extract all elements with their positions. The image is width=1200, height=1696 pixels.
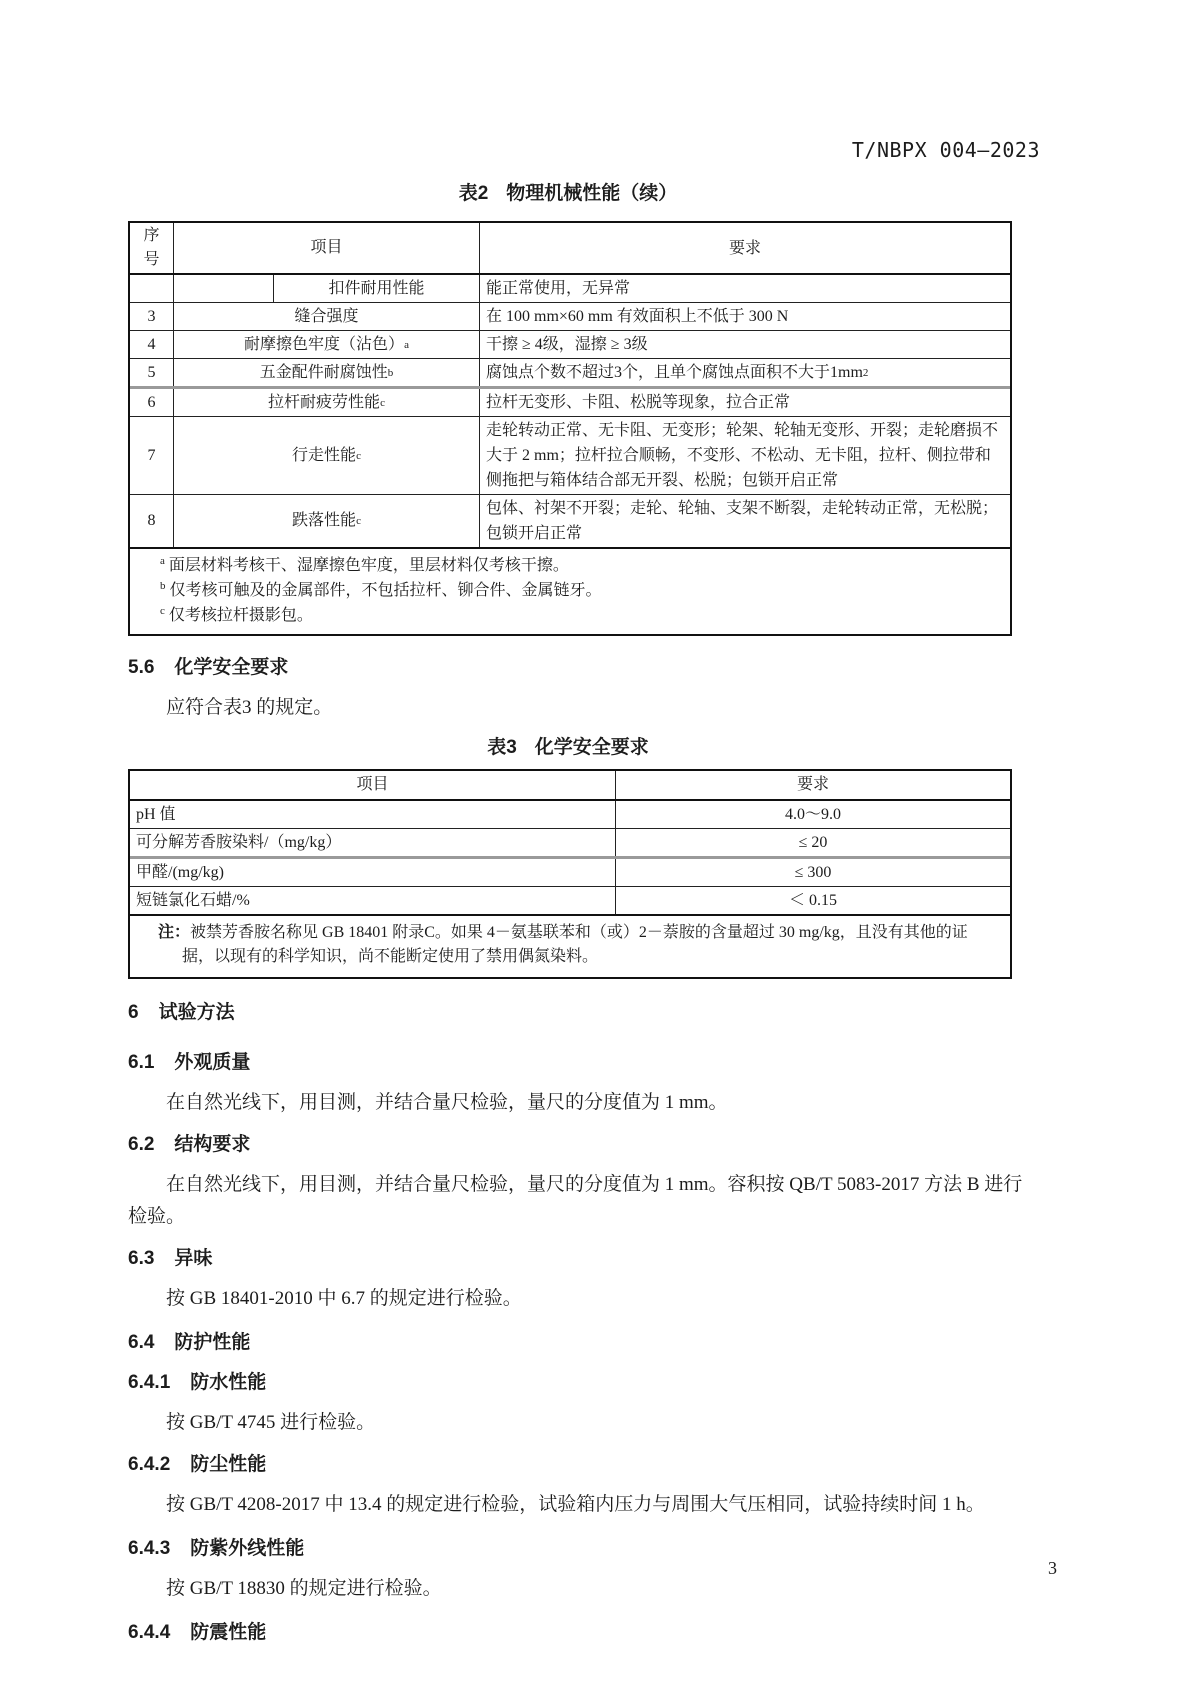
footnote: $^c$ 仅考核拉杆摄影包。	[160, 604, 313, 624]
table3-note: 注：被禁芳香胺名称见 GB 18401 附录C。如果 4－氨基联苯和（或）2－萘胺的含量超过 30 mg/kg，且没有其他的证据，以现有的科学知识，尚不能断定使用了禁用偶氮染料。	[158, 924, 968, 965]
table3	[128, 769, 1012, 979]
section-heading-6-4-4: 6.4.4 防震性能	[128, 1622, 267, 1643]
paragraph-6-1: 在自然光线下，用目测，并结合量尺检验，量尺的分度值为 1 mm。	[166, 1092, 728, 1113]
paragraph-6-4-2: 按 GB/T 4208-2017 中 13.4 的规定进行检验，试验箱内压力与周围大气压相同，试验持续时间 1 h。	[166, 1494, 985, 1515]
paragraph-6-4-3: 按 GB/T 18830 的规定进行检验。	[166, 1578, 442, 1599]
section-heading-6-4-1: 6.4.1 防水性能	[128, 1372, 267, 1393]
table2-header-item: 项目	[174, 223, 480, 273]
cell-seq: 4	[130, 331, 174, 358]
table2-caption-text: 物理机械性能（续）	[506, 183, 678, 204]
cell-seq: 6	[130, 389, 174, 416]
cell-seq: 5	[130, 359, 174, 386]
table3-header-row	[130, 771, 1010, 801]
table2-header-req: 要求	[728, 239, 761, 257]
paragraph-6-3: 按 GB 18401-2010 中 6.7 的规定进行检验。	[166, 1288, 522, 1309]
table-row	[130, 389, 1010, 417]
table-row	[130, 887, 1010, 916]
table3-header-req: 要求	[796, 776, 829, 793]
table-row	[130, 801, 1010, 829]
table2-footnotes	[130, 549, 1010, 634]
cell-item: 扣件耐用性能	[274, 275, 480, 302]
cell-seq: 8	[130, 495, 174, 547]
cell-item-sub-empty	[174, 275, 274, 302]
cell-item: 短链氯化石蜡/%	[130, 887, 616, 914]
cell-req: 走轮转动正常、无卡阻、无变形；轮架、轮轴无变形、开裂；走轮磨损不大于 2 mm；拉杆拉合顺畅，不变形、不松动、无卡阻，拉杆、侧拉带和侧拖把与箱体结合部无开裂、松脱；包锁开启正常	[486, 422, 999, 489]
table-row	[130, 829, 1010, 859]
cell-item: 五金配件耐腐蚀性 b	[174, 359, 480, 386]
table-row	[130, 331, 1010, 359]
table-row	[130, 275, 1010, 303]
cell-seq	[130, 275, 174, 302]
cell-req: 腐蚀点个数不超过3个，且单个腐蚀点面积不大于1mm 2	[486, 364, 869, 381]
section-heading-6-3: 6.3 异味	[128, 1248, 213, 1269]
table3-caption	[128, 732, 1008, 759]
cell-item: pH 值	[130, 801, 616, 828]
table2-header-no: 序号	[130, 223, 174, 273]
paragraph-6-2: 在自然光线下，用目测，并结合量尺检验，量尺的分度值为 1 mm。容积按 QB/T 5083-2017 方法 B 进行检验。	[128, 1174, 1023, 1227]
cell-item: 行走性能 c	[174, 417, 480, 494]
table3-caption-text: 化学安全要求	[534, 737, 649, 758]
table-row	[130, 303, 1010, 331]
section-heading-5-6: 5.6 化学安全要求	[128, 657, 289, 678]
cell-req: 包体、衬架不开裂；走轮、轮轴、支架不断裂，走轮转动正常，无松脱；包锁开启正常	[486, 500, 999, 542]
section-heading-6-1: 6.1 外观质量	[128, 1052, 251, 1073]
section-heading-6: 6 试验方法	[128, 1002, 235, 1023]
cell-seq: 3	[130, 303, 174, 330]
paragraph-6-4-1: 按 GB/T 4745 进行检验。	[166, 1412, 376, 1433]
footnote: $^a$ 面层材料考核干、湿摩擦色牢度，里层材料仅考核干擦。	[160, 554, 569, 574]
cell-req: 干擦 ≥ 4级，湿擦 ≥ 3级	[486, 336, 648, 353]
table-row	[130, 495, 1010, 549]
cell-item: 跌落性能 c	[174, 495, 480, 547]
cell-item: 耐摩擦色牢度（沾色） a	[174, 331, 480, 358]
table2-caption	[128, 178, 1008, 205]
cell-req: 拉杆无变形、卡阻、松脱等现象，拉合正常	[486, 394, 791, 411]
table-row	[130, 859, 1010, 887]
page-number: 3	[1048, 1558, 1057, 1578]
section-heading-6-4-3: 6.4.3 防紫外线性能	[128, 1538, 305, 1559]
doc-code: T/NBPX 004—2023	[851, 138, 1040, 162]
cell-req: ≤ 300	[794, 863, 832, 881]
cell-req: 在 100 mm×60 mm 有效面积上不低于 300 N	[486, 308, 789, 325]
table-row	[130, 359, 1010, 389]
cell-seq: 7	[130, 417, 174, 494]
cell-item: 可分解芳香胺染料/（mg/kg）	[130, 829, 616, 856]
cell-req: 能正常使用，无异常	[486, 280, 631, 297]
cell-item: 甲醛/(mg/kg)	[130, 859, 616, 886]
cell-req: 4.0～9.0	[784, 805, 841, 823]
table3-header-item: 项目	[130, 771, 616, 799]
section-heading-6-4-2: 6.4.2 防尘性能	[128, 1454, 267, 1475]
footnote: $^b$ 仅考核可触及的金属部件，不包括拉杆、铆合件、金属链牙。	[160, 579, 602, 599]
section-heading-6-2: 6.2 结构要求	[128, 1134, 251, 1155]
cell-item: 缝合强度	[174, 303, 480, 330]
cell-req: ≤ 20	[798, 833, 828, 851]
table2	[128, 221, 1012, 636]
table2-caption-num: 表2	[458, 183, 489, 204]
table2-header-row	[130, 223, 1010, 275]
cell-req: ＜ 0.15	[788, 891, 837, 909]
table-row	[130, 417, 1010, 495]
section-heading-6-4: 6.4 防护性能	[128, 1332, 251, 1353]
table3-caption-num: 表3	[487, 737, 517, 758]
cell-item: 拉杆耐疲劳性能 c	[174, 389, 480, 416]
paragraph-5-6: 应符合表3 的规定。	[166, 697, 333, 718]
page-content	[128, 138, 1040, 1645]
